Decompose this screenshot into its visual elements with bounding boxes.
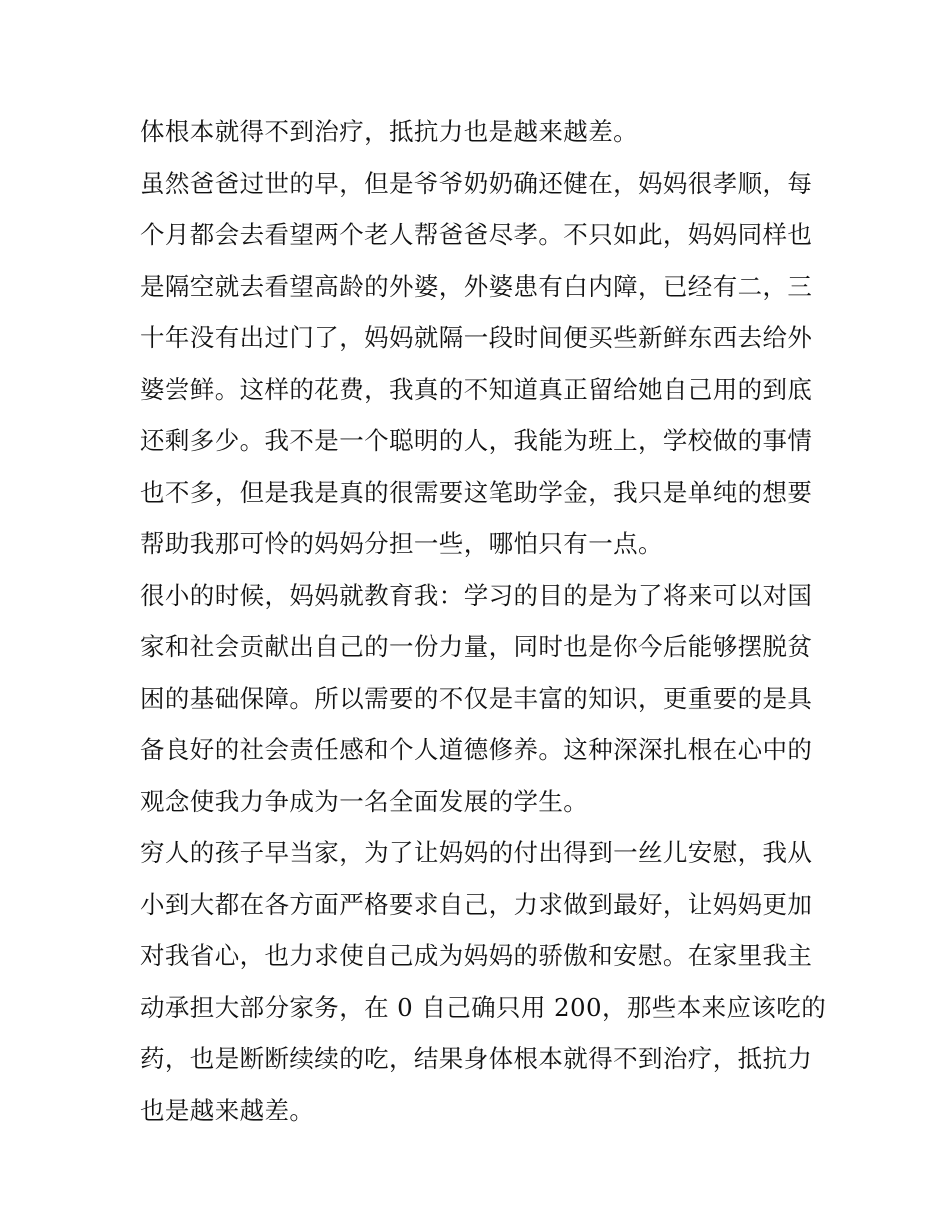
text-line: 动承担大部分家务，在 0 自己确只用 200，那些本来应该吃的: [140, 992, 827, 1022]
text-line: 帮助我那可怜的妈妈分担一些，哪怕只有一点。: [140, 529, 663, 558]
text-line: 也是越来越差。: [140, 1095, 315, 1125]
text-line: 家和社会贡献出自己的一份力量，同时也是你今后能够摆脱贫: [140, 632, 813, 661]
text-line: 十年没有出过门了，妈妈就隔一段时间便买些新鲜东西去给外: [140, 323, 813, 352]
text-line: 对我省心，也力求使自己成为妈妈的骄傲和安慰。在家里我主: [140, 941, 813, 970]
text-line: 个月都会去看望两个老人帮爸爸尽孝。不只如此，妈妈同样也: [140, 220, 813, 249]
text-line: 还剩多少。我不是一个聪明的人，我能为班上，学校做的事情: [140, 426, 813, 455]
text-line: 很小的时候，妈妈就教育我：学习的目的是为了将来可以对国: [140, 580, 813, 610]
text-line: 婆尝鲜。这样的花费，我真的不知道真正留给她自己用的到底: [140, 374, 813, 404]
text-line: 观念使我力争成为一名全面发展的学生。: [140, 786, 589, 816]
text-line: 穷人的孩子早当家，为了让妈妈的付出得到一丝儿安慰，我从: [140, 838, 813, 867]
text-line: 是隔空就去看望高龄的外婆，外婆患有白内障，已经有二，三: [140, 271, 813, 301]
text-line: 药，也是断断续续的吃，结果身体根本就得不到治疗，抵抗力: [140, 1044, 813, 1073]
text-line: 也不多，但是我是真的很需要这笔助学金，我只是单纯的想要: [140, 477, 813, 507]
text-line: 体根本就得不到治疗，抵抗力也是越来越差。: [140, 117, 638, 146]
text-line: 虽然爸爸过世的早，但是爷爷奶奶确还健在，妈妈很孝顺，每: [140, 168, 813, 198]
body-text: [140, 106, 827, 1136]
text-line: 困的基础保障。所以需要的不仅是丰富的知识，更重要的是具: [140, 683, 813, 713]
text-line: 备良好的社会责任感和个人道德修养。这种深深扎根在心中的: [140, 735, 813, 764]
text-line: 小到大都在各方面严格要求自己，力求做到最好，让妈妈更加: [140, 889, 813, 919]
